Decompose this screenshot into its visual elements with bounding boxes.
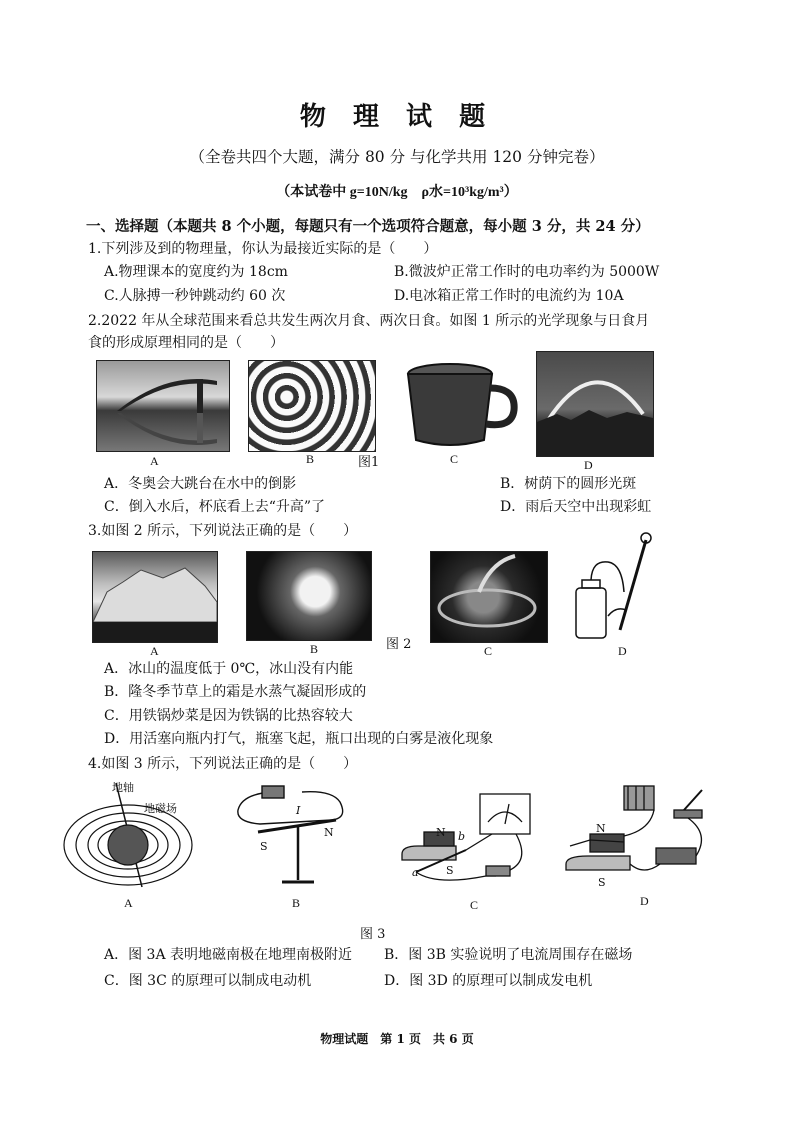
question-2-stem-line2: 食的形成原理相同的是（ ） xyxy=(88,335,284,351)
tree-shade-light-spots-image xyxy=(248,360,376,452)
figure-2-label-d: D xyxy=(618,644,627,658)
question-1-option-c: C.人脉搏一秒钟跳动约 60 次 xyxy=(104,288,286,304)
question-4-option-c: C．图 3C 的原理可以制成电动机 xyxy=(104,973,312,989)
figure-3d-s-label: S xyxy=(598,876,606,889)
figure-1-label-c: C xyxy=(450,452,459,466)
question-4-option-b: B．图 3B 实验说明了电流周围存在磁场 xyxy=(384,947,633,963)
figure-3-caption: 图 3 xyxy=(360,927,386,942)
figure-1-label-d: D xyxy=(584,458,593,472)
figure-3-label-c: C xyxy=(470,898,479,912)
question-3-option-d: D．用活塞向瓶内打气，瓶塞飞起，瓶口出现的白雾是液化现象 xyxy=(104,731,494,747)
question-3-option-b: B．隆冬季节草上的霜是水蒸气凝固形成的 xyxy=(104,684,367,700)
figure-2-label-b: B xyxy=(310,642,319,656)
rainbow-image xyxy=(536,351,654,457)
frost-on-grass-image xyxy=(246,551,372,641)
question-1-option-b: B.微波炉正常工作时的电功率约为 5000W xyxy=(394,264,660,280)
exam-constants: （本试卷中 g=10N/kg ρ水=10³kg/m³） xyxy=(276,185,518,200)
iceberg-image xyxy=(92,551,218,643)
figure-2-label-c: C xyxy=(484,644,493,658)
figure-1-caption: 图1 xyxy=(358,455,380,470)
figure-3c-a-label: a xyxy=(412,866,419,879)
figure-1-label-a: A xyxy=(150,454,159,468)
figure-2-caption: 图 2 xyxy=(386,637,412,652)
question-2-option-b: B．树荫下的圆形光斑 xyxy=(500,476,637,492)
question-2-option-d: D．雨后天空中出现彩虹 xyxy=(500,499,652,515)
question-2-option-a: A．冬奥会大跳台在水中的倒影 xyxy=(104,476,297,492)
figure-3b-s-label: S xyxy=(260,840,268,853)
question-3-stem: 3.如图 2 所示，下列说法正确的是（ ） xyxy=(88,523,358,539)
section-heading: 一、选择题（本题共 8 个小题，每题只有一个选项符合题意，每小题 3 分，共 24 分） xyxy=(86,218,650,235)
oersted-experiment-diagram xyxy=(232,780,352,890)
pump-bottle-diagram xyxy=(568,530,658,642)
question-1-option-a: A.物理课本的宽度约为 18cm xyxy=(104,264,288,280)
figure-3b-n-label: N xyxy=(324,826,334,839)
question-4-option-d: D．图 3D 的原理可以制成发电机 xyxy=(384,973,593,989)
question-3-option-a: A．冰山的温度低于 0℃，冰山没有内能 xyxy=(104,661,354,677)
question-4-stem: 4.如图 3 所示，下列说法正确的是（ ） xyxy=(88,756,358,772)
figure-3c-s-label: S xyxy=(446,864,454,877)
figure-3c-b-label: b xyxy=(458,830,466,843)
question-3-option-c: C．用铁锅炒菜是因为铁锅的比热容较大 xyxy=(104,708,353,724)
figure-2-label-a: A xyxy=(150,644,159,658)
figure-3c-n-label: N xyxy=(436,826,446,839)
page-title: 物 理 试 题 xyxy=(299,102,495,132)
question-4-option-a: A．图 3A 表明地磁南极在地理南极附近 xyxy=(104,947,353,963)
exam-subtitle: （全卷共四个大题，满分 80 分 与化学共用 120 分钟完卷） xyxy=(189,148,605,166)
question-2-option-c: C．倒入水后，杯底看上去“升高”了 xyxy=(104,499,326,515)
question-2-stem-line1: 2.2022 年从全球范围来看总共发生两次月食、两次日食。如图 1 所示的光学现象与日食月 xyxy=(88,313,650,329)
figure-1-label-b: B xyxy=(306,452,315,466)
figure-3a-axis-label: 地轴 xyxy=(112,781,134,794)
figure-3-label-b: B xyxy=(292,896,301,910)
page-footer: 物理试题 第 1 页 共 6 页 xyxy=(320,1032,474,1046)
question-1-option-d: D.电冰箱正常工作时的电流约为 10A xyxy=(394,288,624,304)
figure-3-label-a: A xyxy=(124,896,133,910)
cup-image xyxy=(402,360,520,448)
iron-wok-cooking-image xyxy=(430,551,548,643)
circuit-magnet-diagram xyxy=(560,780,720,890)
ski-jump-reflection-image xyxy=(96,360,230,452)
figure-3-label-d: D xyxy=(640,894,649,908)
question-1-stem: 1.下列涉及到的物理量，你认为最接近实际的是（ ） xyxy=(88,241,438,257)
figure-3a-field-label: 地磁场 xyxy=(144,802,177,815)
figure-3d-n-label: N xyxy=(596,822,606,835)
figure-3b-current-label: I xyxy=(296,804,301,817)
